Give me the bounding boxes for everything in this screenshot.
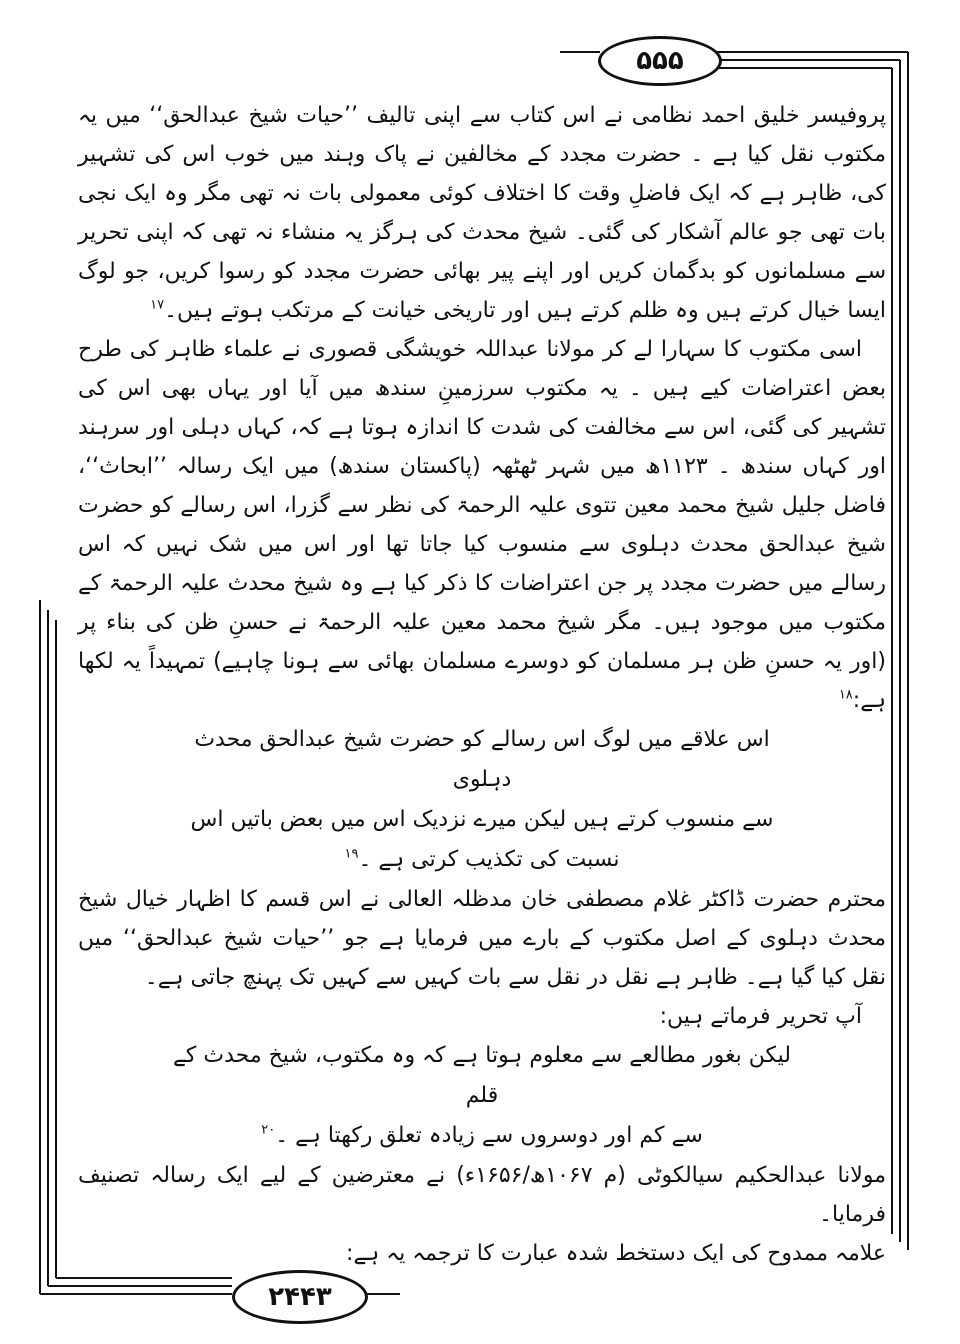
- footnote-17: ۱۷: [150, 297, 165, 313]
- quote-1-line-1: اس علاقے میں لوگ اس رسالے کو حضرت شیخ عبدالحق محدث دہلوی: [194, 727, 770, 792]
- page-number-bottom-text: ۲۴۴۳: [268, 1282, 332, 1312]
- quote-2-line-2: سے کم اور دوسروں سے زیادہ تعلق رکھتا ہے ۔$^{۲۰}$: [261, 1122, 703, 1148]
- block-quote-2: [168, 1036, 796, 1156]
- footnote-20: ۲۰: [261, 1122, 276, 1138]
- paragraph-3: محترم حضرت ڈاکٹر غلام مصطفی خان مدظلہ العالی نے اس قسم کا اظہار خیال شیخ محدث دہلوی کے اصل مکتوب کے بارے میں فرمایا ہے جو ’’حیات شیخ عبدالحق‘‘ میں نقل کیا گیا ہے۔ ظاہر ہے نقل در نقل سے بات کہیں سے کہیں تک پہنچ جاتی ہے۔: [78, 887, 886, 990]
- quote-2-line-1: لیکن بغور مطالعے سے معلوم ہوتا ہے کہ وہ مکتوب، شیخ محدث کے قلم: [173, 1043, 791, 1108]
- page-number-top: [598, 36, 722, 86]
- paragraph-4: آپ تحریر فرماتے ہیں:: [659, 1004, 862, 1029]
- footnote-19: ۱۹: [344, 846, 359, 862]
- footnote-18: ۱۸: [838, 687, 853, 703]
- quote-1-line-2: سے منسوب کرتے ہیں لیکن میرے نزدیک اس میں بعض باتیں اس: [190, 807, 774, 832]
- paragraph-1: پروفیسر خلیق احمد نظامی نے اس کتاب سے اپنی تالیف ’’حیات شیخ عبدالحق‘‘ میں یہ مکتوب نقل کیا ہے ۔ حضرت مجدد کے مخالفین نے پاک وہند میں خوب اس کی تشہیر کی، ظاہر ہے کہ ایک فاضلِ وقت کا اختلاف کوئی معمولی بات نہ تھی مگر وہ ایک نجی بات تھی جو عالم آشکار کی گئی۔ شیخ محدث کی ہرگز یہ منشاء نہ تھی کہ اپنی تحریر سے مسلمانوں کو بدگمان کریں اور اپنے پیر بھائی حضرت مجدد کو رسوا کریں، جو لوگ ایسا خیال کرتے ہیں وہ ظلم کرتے ہیں اور تاریخی خیانت کے مرتکب ہوتے ہیں۔$^{۱۷}$: [78, 103, 886, 323]
- page-body: [78, 96, 886, 1273]
- page-number-top-text: ۵۵۵: [636, 46, 684, 76]
- paragraph-6: علامہ ممدوح کی ایک دستخط شدہ عبارت کا ترجمہ یہ ہے:: [346, 1241, 886, 1266]
- block-quote-1: [168, 720, 796, 880]
- page-number-bottom: [232, 1270, 368, 1324]
- paragraph-2: اسی مکتوب کا سہارا لے کر مولانا عبداللہ خویشگی قصوری نے علماء ظاہر کی طرح بعض اعتراضات کیے ہیں ۔ یہ مکتوب سرزمینِ سندھ میں آیا اور یہاں بھی اس کی تشہیر کی گئی، اس سے مخالفت کی شدت کا اندازہ ہوتا ہے کہ، کہاں دہلی اور سرہند اور کہاں سندھ ۔ ۱۱۲۳ھ میں شہر ٹھٹھہ (پاکستان سندھ) میں ایک رسالہ ’’ابحاث‘‘، فاضل جلیل شیخ محمد معین تتوی علیہ الرحمۃ کی نظر سے گزرا، اس رسالے کو حضرت شیخ عبدالحق محدث دہلوی سے منسوب کیا جاتا تھا اور اس میں شک نہیں کہ اس رسالے میں حضرت مجدد پر جن اعتراضات کا ذکر کیا ہے وہ شیخ محدث علیہ الرحمۃ کے مکتوب میں موجود ہیں۔ مگر شیخ محمد معین علیہ الرحمۃ نے حسنِ ظن کی بناء پر (اور یہ حسنِ ظن ہر مسلمان کو دوسرے مسلمان بھائی سے ہونا چاہیے) تمہیداً یہ لکھا ہے:$^{۱۸}$: [78, 337, 887, 713]
- quote-1-line-3: نسبت کی تکذیب کرتی ہے ۔$^{۱۹}$: [344, 846, 620, 872]
- paragraph-5: مولانا عبدالحکیم سیالکوٹی (م ۱۰۶۷ھ/۱۶۵۶ء) نے معترضین کے لیے ایک رسالہ تصنیف فرمایا۔: [78, 1163, 886, 1227]
